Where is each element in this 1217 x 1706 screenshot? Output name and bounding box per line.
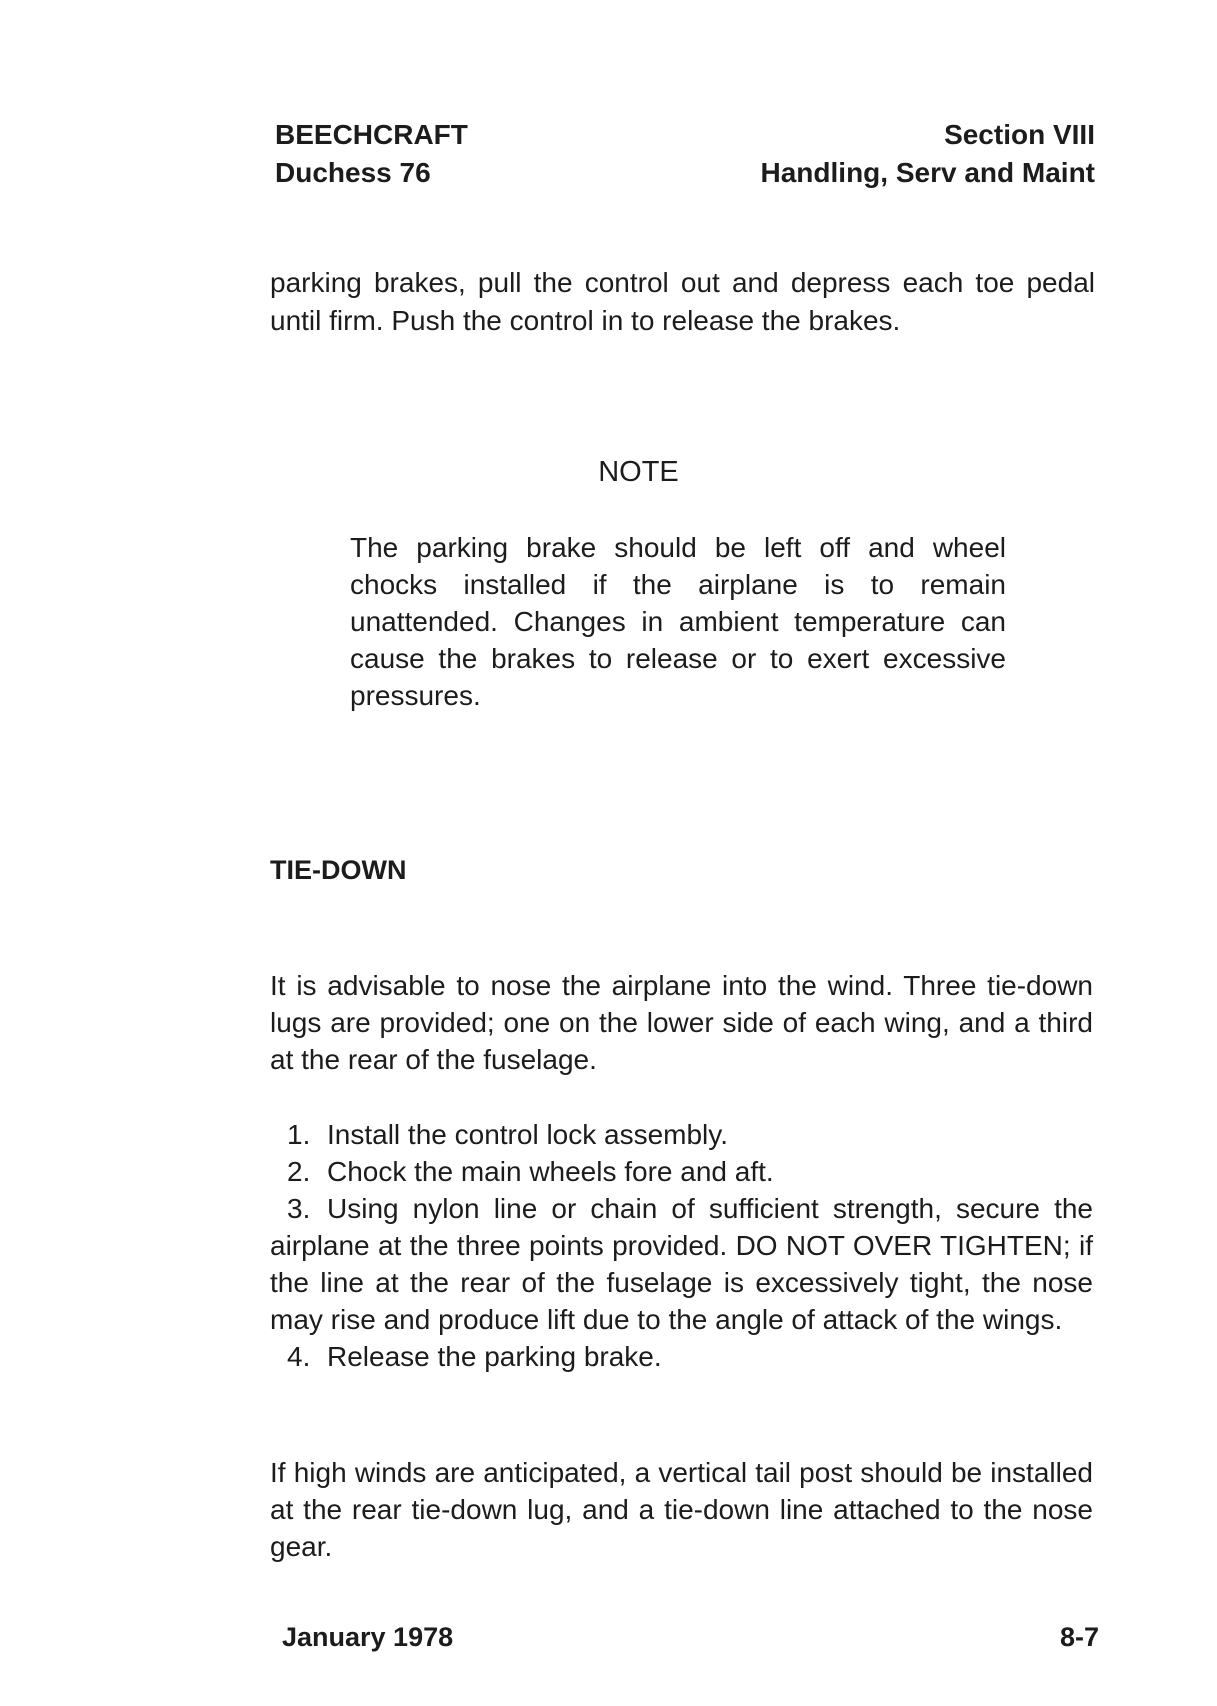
step-text: Chock the main wheels fore and aft. [327,1156,774,1187]
step-number: 4. [287,1341,311,1372]
tiedown-heading: TIE-DOWN [270,855,407,885]
step-number: 3. [287,1193,311,1224]
aircraft-model: Duchess 76 [275,157,431,188]
step-text: Release the parking brake. [327,1341,662,1372]
note-body: The parking brake should be left off and wheel chocks installed if the airplane is to remain unattended. Changes in ambient temperature can cause the brakes to release or to exert excessive pressures. [350,532,1006,711]
step-text: Install the control lock assembly. [327,1119,728,1150]
intro-paragraph: parking brakes, pull the control out and depress each toe pedal until firm. Push the control in to release the brakes. [270,267,1095,336]
footer-date: January 1978 [282,1622,454,1652]
page-number: 8-7 [1059,1622,1099,1652]
tiedown-steps [270,1116,1093,1375]
section-number: Section VIII [944,119,1095,150]
tiedown-paragraph-1: It is advisable to nose the airplane into the wind. Three tie-down lugs are provided; one on the lower side of each wing, and a third at the rear of the fuselage. [270,970,1093,1075]
step-number: 2. [287,1156,311,1187]
page-header-left [275,116,468,192]
step-text: Using nylon line or chain of sufficient strength, secure the airplane at the three points provided. DO NOT OVER TIGHTEN; if the line at the rear of the fuselage is excessively tight, the nose may rise and produce lift due to the angle of attack of the wings. [270,1193,1093,1335]
tiedown-paragraph-2: If high winds are anticipated, a vertical tail post should be installed at the rear tie-down lug, and a tie-down line attached to the nose gear. [270,1457,1093,1562]
list-item [270,1190,1093,1338]
page-header-right [761,116,1095,192]
aircraft-make: BEECHCRAFT [275,119,468,150]
note-title: NOTE [598,456,679,488]
list-item [270,1153,1093,1190]
list-item [270,1338,1093,1375]
list-item [270,1116,1093,1153]
section-title: Handling, Serv and Maint [760,157,1095,188]
step-number: 1. [287,1119,311,1150]
